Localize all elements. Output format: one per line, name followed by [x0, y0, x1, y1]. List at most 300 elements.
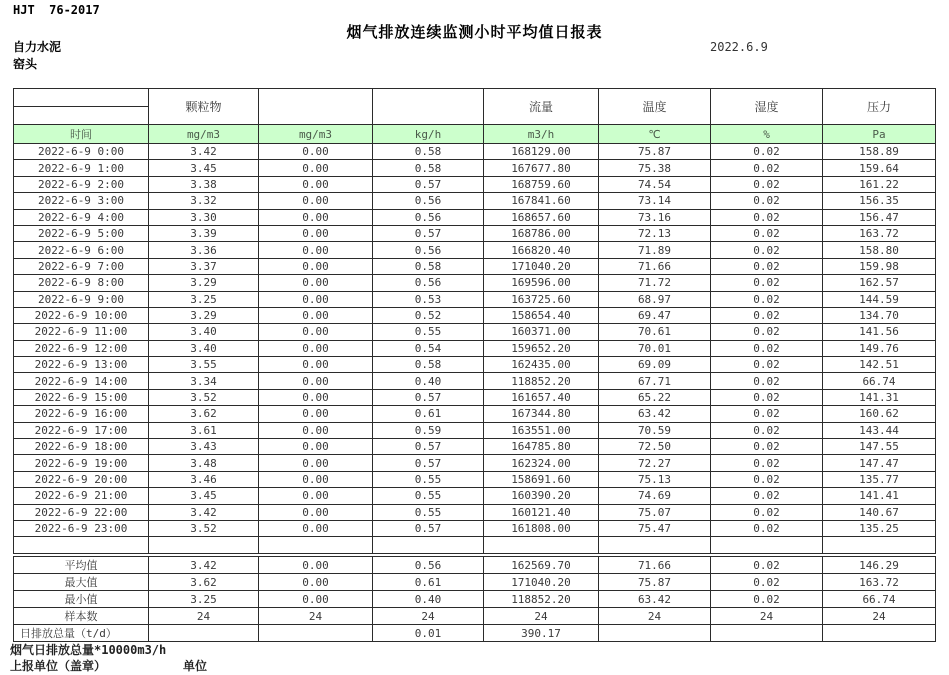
summary-value-cell: 0.02 [711, 591, 823, 608]
report-unit-label: 上报单位（盖章） [10, 659, 107, 673]
value-cell: 158691.60 [484, 471, 599, 487]
value-cell: 162.57 [823, 275, 936, 291]
value-cell: 75.07 [599, 504, 711, 520]
summary-value-cell: 3.42 [149, 557, 259, 574]
value-cell: 73.16 [599, 209, 711, 225]
value-cell: 163725.60 [484, 291, 599, 307]
empty-cell [599, 537, 711, 553]
value-cell: 0.02 [711, 258, 823, 274]
value-cell: 160121.40 [484, 504, 599, 520]
value-cell: 0.55 [373, 504, 484, 520]
empty-row [14, 537, 936, 553]
value-cell: 3.36 [149, 242, 259, 258]
unit-cell: ℃ [599, 125, 711, 144]
table-row [14, 373, 936, 389]
value-cell: 0.02 [711, 291, 823, 307]
corner-cell-top [14, 89, 149, 107]
value-cell: 70.61 [599, 324, 711, 340]
value-cell: 0.02 [711, 340, 823, 356]
empty-cell [259, 537, 373, 553]
time-cell: 2022-6-9 15:00 [14, 389, 149, 405]
value-cell: 70.01 [599, 340, 711, 356]
value-cell: 161808.00 [484, 520, 599, 536]
summary-value-cell: 24 [599, 608, 711, 625]
value-cell: 0.56 [373, 275, 484, 291]
value-cell: 0.00 [259, 422, 373, 438]
value-cell: 167841.60 [484, 193, 599, 209]
value-cell: 3.25 [149, 291, 259, 307]
value-cell: 0.02 [711, 373, 823, 389]
table-row [14, 504, 936, 520]
value-cell: 0.02 [711, 439, 823, 455]
time-cell: 2022-6-9 6:00 [14, 242, 149, 258]
summary-row [14, 591, 936, 608]
value-cell: 74.54 [599, 176, 711, 192]
company-name: 自力水泥 [13, 40, 62, 54]
summary-value-cell: 163.72 [823, 574, 936, 591]
value-cell: 0.02 [711, 242, 823, 258]
value-cell: 66.74 [823, 373, 936, 389]
value-cell: 160390.20 [484, 488, 599, 504]
table-row [14, 193, 936, 209]
value-cell: 75.47 [599, 520, 711, 536]
value-cell: 160371.00 [484, 324, 599, 340]
value-cell: 0.00 [259, 455, 373, 471]
value-cell: 73.14 [599, 193, 711, 209]
empty-cell [484, 537, 599, 553]
value-cell: 67.71 [599, 373, 711, 389]
time-cell: 2022-6-9 20:00 [14, 471, 149, 487]
blank-header-1 [259, 89, 373, 125]
value-cell: 167344.80 [484, 406, 599, 422]
value-cell: 0.00 [259, 275, 373, 291]
group-header-row [14, 89, 936, 107]
value-cell: 3.52 [149, 520, 259, 536]
value-cell: 0.00 [259, 488, 373, 504]
summary-label: 最小值 [14, 591, 149, 608]
value-cell: 3.30 [149, 209, 259, 225]
corner-cell-bottom [14, 107, 149, 125]
summary-value-cell: 75.87 [599, 574, 711, 591]
value-cell: 141.31 [823, 389, 936, 405]
value-cell: 0.00 [259, 176, 373, 192]
table-row [14, 324, 936, 340]
summary-value-cell: 0.00 [259, 557, 373, 574]
value-cell: 142.51 [823, 357, 936, 373]
value-cell: 0.00 [259, 357, 373, 373]
unit-cell: % [711, 125, 823, 144]
value-cell: 3.43 [149, 439, 259, 455]
value-cell: 72.27 [599, 455, 711, 471]
unit-header-row [14, 125, 936, 144]
table-row [14, 340, 936, 356]
value-cell: 159.98 [823, 258, 936, 274]
time-cell: 2022-6-9 5:00 [14, 225, 149, 241]
table-row [14, 488, 936, 504]
value-cell: 167677.80 [484, 160, 599, 176]
value-cell: 0.56 [373, 242, 484, 258]
table-row [14, 258, 936, 274]
value-cell: 69.09 [599, 357, 711, 373]
value-cell: 72.50 [599, 439, 711, 455]
summary-value-cell [823, 625, 936, 642]
value-cell: 135.25 [823, 520, 936, 536]
time-cell: 2022-6-9 13:00 [14, 357, 149, 373]
table-row [14, 471, 936, 487]
summary-value-cell: 390.17 [484, 625, 599, 642]
table-row [14, 389, 936, 405]
value-cell: 0.55 [373, 488, 484, 504]
summary-value-cell: 0.00 [259, 591, 373, 608]
time-cell: 2022-6-9 1:00 [14, 160, 149, 176]
daily-total-note: 烟气日排放总量*10000m3/h [10, 643, 167, 657]
value-cell: 65.22 [599, 389, 711, 405]
station-name: 窑头 [13, 57, 38, 71]
value-cell: 0.54 [373, 340, 484, 356]
value-cell: 158654.40 [484, 307, 599, 323]
value-cell: 158.80 [823, 242, 936, 258]
time-cell: 2022-6-9 14:00 [14, 373, 149, 389]
value-cell: 0.02 [711, 422, 823, 438]
unit-cell: m3/h [484, 125, 599, 144]
value-cell: 3.45 [149, 488, 259, 504]
unit-cell: Pa [823, 125, 936, 144]
value-cell: 3.29 [149, 307, 259, 323]
value-cell: 0.56 [373, 193, 484, 209]
value-cell: 3.39 [149, 225, 259, 241]
value-cell: 0.00 [259, 193, 373, 209]
value-cell: 161657.40 [484, 389, 599, 405]
summary-value-cell: 24 [259, 608, 373, 625]
summary-value-cell: 24 [373, 608, 484, 625]
value-cell: 147.55 [823, 439, 936, 455]
value-cell: 0.55 [373, 471, 484, 487]
value-cell: 69.47 [599, 307, 711, 323]
unit-cell: kg/h [373, 125, 484, 144]
summary-value-cell: 66.74 [823, 591, 936, 608]
table-row [14, 422, 936, 438]
value-cell: 0.02 [711, 324, 823, 340]
value-cell: 0.00 [259, 324, 373, 340]
value-cell: 3.29 [149, 275, 259, 291]
value-cell: 166820.40 [484, 242, 599, 258]
time-cell: 2022-6-9 9:00 [14, 291, 149, 307]
value-cell: 140.67 [823, 504, 936, 520]
summary-value-cell [259, 625, 373, 642]
summary-value-cell: 3.25 [149, 591, 259, 608]
table-row [14, 307, 936, 323]
value-cell: 168129.00 [484, 144, 599, 160]
summary-value-cell: 63.42 [599, 591, 711, 608]
value-cell: 0.57 [373, 520, 484, 536]
value-cell: 0.58 [373, 357, 484, 373]
value-cell: 141.41 [823, 488, 936, 504]
value-cell: 71.89 [599, 242, 711, 258]
summary-value-cell: 24 [149, 608, 259, 625]
table-row [14, 439, 936, 455]
summary-value-cell: 24 [823, 608, 936, 625]
value-cell: 3.40 [149, 340, 259, 356]
value-cell: 164785.80 [484, 439, 599, 455]
value-cell: 168657.60 [484, 209, 599, 225]
main-table-body [14, 144, 936, 554]
table-row [14, 357, 936, 373]
time-cell: 2022-6-9 22:00 [14, 504, 149, 520]
value-cell: 0.02 [711, 520, 823, 536]
time-cell: 2022-6-9 12:00 [14, 340, 149, 356]
value-cell: 0.00 [259, 504, 373, 520]
summary-value-cell: 0.56 [373, 557, 484, 574]
summary-value-cell: 3.62 [149, 574, 259, 591]
flow-header: 流量 [484, 89, 599, 125]
value-cell: 0.58 [373, 144, 484, 160]
value-cell: 0.02 [711, 504, 823, 520]
value-cell: 0.00 [259, 520, 373, 536]
value-cell: 3.34 [149, 373, 259, 389]
summary-row [14, 625, 936, 642]
summary-row [14, 608, 936, 625]
summary-value-cell: 71.66 [599, 557, 711, 574]
value-cell: 141.56 [823, 324, 936, 340]
value-cell: 3.62 [149, 406, 259, 422]
particulate-header: 颗粒物 [149, 89, 259, 125]
value-cell: 0.00 [259, 225, 373, 241]
time-cell: 2022-6-9 7:00 [14, 258, 149, 274]
empty-cell [373, 537, 484, 553]
value-cell: 68.97 [599, 291, 711, 307]
value-cell: 0.00 [259, 389, 373, 405]
value-cell: 144.59 [823, 291, 936, 307]
value-cell: 0.52 [373, 307, 484, 323]
table-row [14, 225, 936, 241]
value-cell: 0.02 [711, 389, 823, 405]
summary-row [14, 557, 936, 574]
time-cell: 2022-6-9 8:00 [14, 275, 149, 291]
value-cell: 0.02 [711, 225, 823, 241]
value-cell: 158.89 [823, 144, 936, 160]
empty-cell [149, 537, 259, 553]
value-cell: 149.76 [823, 340, 936, 356]
value-cell: 3.42 [149, 504, 259, 520]
value-cell: 0.02 [711, 160, 823, 176]
summary-value-cell: 0.02 [711, 557, 823, 574]
value-cell: 71.66 [599, 258, 711, 274]
time-cell: 2022-6-9 2:00 [14, 176, 149, 192]
unit-label: 单位 [183, 659, 208, 673]
value-cell: 163.72 [823, 225, 936, 241]
value-cell: 3.55 [149, 357, 259, 373]
table-row [14, 242, 936, 258]
time-cell: 2022-6-9 18:00 [14, 439, 149, 455]
value-cell: 3.42 [149, 144, 259, 160]
value-cell: 156.47 [823, 209, 936, 225]
summary-value-cell: 146.29 [823, 557, 936, 574]
value-cell: 0.02 [711, 193, 823, 209]
value-cell: 143.44 [823, 422, 936, 438]
time-cell: 2022-6-9 21:00 [14, 488, 149, 504]
value-cell: 0.58 [373, 160, 484, 176]
value-cell: 0.53 [373, 291, 484, 307]
value-cell: 169596.00 [484, 275, 599, 291]
value-cell: 134.70 [823, 307, 936, 323]
value-cell: 75.38 [599, 160, 711, 176]
value-cell: 0.58 [373, 258, 484, 274]
value-cell: 0.59 [373, 422, 484, 438]
time-cell: 2022-6-9 3:00 [14, 193, 149, 209]
value-cell: 0.00 [259, 144, 373, 160]
value-cell: 0.00 [259, 160, 373, 176]
value-cell: 0.57 [373, 389, 484, 405]
value-cell: 0.02 [711, 406, 823, 422]
value-cell: 0.00 [259, 439, 373, 455]
summary-value-cell: 162569.70 [484, 557, 599, 574]
value-cell: 3.52 [149, 389, 259, 405]
value-cell: 160.62 [823, 406, 936, 422]
value-cell: 0.00 [259, 209, 373, 225]
temperature-header: 温度 [599, 89, 711, 125]
value-cell: 156.35 [823, 193, 936, 209]
unit-cell: mg/m3 [149, 125, 259, 144]
value-cell: 0.02 [711, 275, 823, 291]
summary-value-cell: 24 [711, 608, 823, 625]
value-cell: 0.00 [259, 291, 373, 307]
value-cell: 0.00 [259, 406, 373, 422]
value-cell: 118852.20 [484, 373, 599, 389]
summary-value-cell [599, 625, 711, 642]
value-cell: 0.56 [373, 209, 484, 225]
value-cell: 63.42 [599, 406, 711, 422]
summary-value-cell [711, 625, 823, 642]
value-cell: 171040.20 [484, 258, 599, 274]
time-cell: 2022-6-9 23:00 [14, 520, 149, 536]
value-cell: 0.02 [711, 357, 823, 373]
summary-value-cell: 0.40 [373, 591, 484, 608]
value-cell: 0.02 [711, 455, 823, 471]
time-cell: 2022-6-9 4:00 [14, 209, 149, 225]
value-cell: 0.02 [711, 176, 823, 192]
value-cell: 75.13 [599, 471, 711, 487]
empty-cell [14, 537, 149, 553]
value-cell: 0.02 [711, 144, 823, 160]
value-cell: 74.69 [599, 488, 711, 504]
table-row [14, 144, 936, 160]
value-cell: 168786.00 [484, 225, 599, 241]
time-cell: 2022-6-9 11:00 [14, 324, 149, 340]
value-cell: 159.64 [823, 160, 936, 176]
value-cell: 0.57 [373, 455, 484, 471]
summary-label: 最大值 [14, 574, 149, 591]
value-cell: 3.37 [149, 258, 259, 274]
value-cell: 159652.20 [484, 340, 599, 356]
table-row [14, 455, 936, 471]
value-cell: 72.13 [599, 225, 711, 241]
time-cell: 2022-6-9 19:00 [14, 455, 149, 471]
table-row [14, 275, 936, 291]
value-cell: 0.57 [373, 225, 484, 241]
summary-value-cell [149, 625, 259, 642]
summary-table-body [14, 557, 936, 642]
humidity-header: 湿度 [711, 89, 823, 125]
value-cell: 0.55 [373, 324, 484, 340]
table-row [14, 209, 936, 225]
value-cell: 0.57 [373, 176, 484, 192]
value-cell: 0.00 [259, 258, 373, 274]
value-cell: 0.02 [711, 488, 823, 504]
table-row [14, 176, 936, 192]
summary-table [13, 556, 936, 642]
value-cell: 0.00 [259, 340, 373, 356]
standard-code: HJT 76-2017 [13, 3, 100, 17]
value-cell: 162324.00 [484, 455, 599, 471]
summary-value-cell: 24 [484, 608, 599, 625]
value-cell: 0.40 [373, 373, 484, 389]
time-cell: 2022-6-9 17:00 [14, 422, 149, 438]
table-row [14, 291, 936, 307]
report-date: 2022.6.9 [710, 40, 768, 54]
page-title: 烟气排放连续监测小时平均值日报表 [346, 23, 603, 41]
value-cell: 0.02 [711, 209, 823, 225]
summary-value-cell: 171040.20 [484, 574, 599, 591]
table-row [14, 160, 936, 176]
report-table [13, 88, 936, 554]
value-cell: 3.32 [149, 193, 259, 209]
value-cell: 3.38 [149, 176, 259, 192]
value-cell: 0.00 [259, 307, 373, 323]
value-cell: 162435.00 [484, 357, 599, 373]
table-row [14, 520, 936, 536]
value-cell: 0.57 [373, 439, 484, 455]
value-cell: 161.22 [823, 176, 936, 192]
summary-value-cell: 0.00 [259, 574, 373, 591]
value-cell: 71.72 [599, 275, 711, 291]
value-cell: 3.40 [149, 324, 259, 340]
time-cell: 2022-6-9 16:00 [14, 406, 149, 422]
summary-label: 样本数 [14, 608, 149, 625]
value-cell: 3.45 [149, 160, 259, 176]
pressure-header: 压力 [823, 89, 936, 125]
table-row [14, 406, 936, 422]
summary-label: 平均值 [14, 557, 149, 574]
value-cell: 0.02 [711, 307, 823, 323]
time-column-label: 时间 [14, 125, 149, 144]
value-cell: 70.59 [599, 422, 711, 438]
value-cell: 0.02 [711, 471, 823, 487]
value-cell: 0.61 [373, 406, 484, 422]
value-cell: 3.48 [149, 455, 259, 471]
value-cell: 75.87 [599, 144, 711, 160]
empty-cell [823, 537, 936, 553]
value-cell: 168759.60 [484, 176, 599, 192]
empty-cell [711, 537, 823, 553]
value-cell: 0.00 [259, 373, 373, 389]
blank-header-2 [373, 89, 484, 125]
summary-value-cell: 118852.20 [484, 591, 599, 608]
value-cell: 135.77 [823, 471, 936, 487]
summary-value-cell: 0.01 [373, 625, 484, 642]
summary-value-cell: 0.02 [711, 574, 823, 591]
summary-label: 日排放总量（t/d） [14, 625, 149, 642]
summary-value-cell: 0.61 [373, 574, 484, 591]
unit-cell: mg/m3 [259, 125, 373, 144]
value-cell: 0.00 [259, 471, 373, 487]
time-cell: 2022-6-9 10:00 [14, 307, 149, 323]
value-cell: 3.46 [149, 471, 259, 487]
summary-row [14, 574, 936, 591]
value-cell: 0.00 [259, 242, 373, 258]
value-cell: 163551.00 [484, 422, 599, 438]
time-cell: 2022-6-9 0:00 [14, 144, 149, 160]
value-cell: 147.47 [823, 455, 936, 471]
